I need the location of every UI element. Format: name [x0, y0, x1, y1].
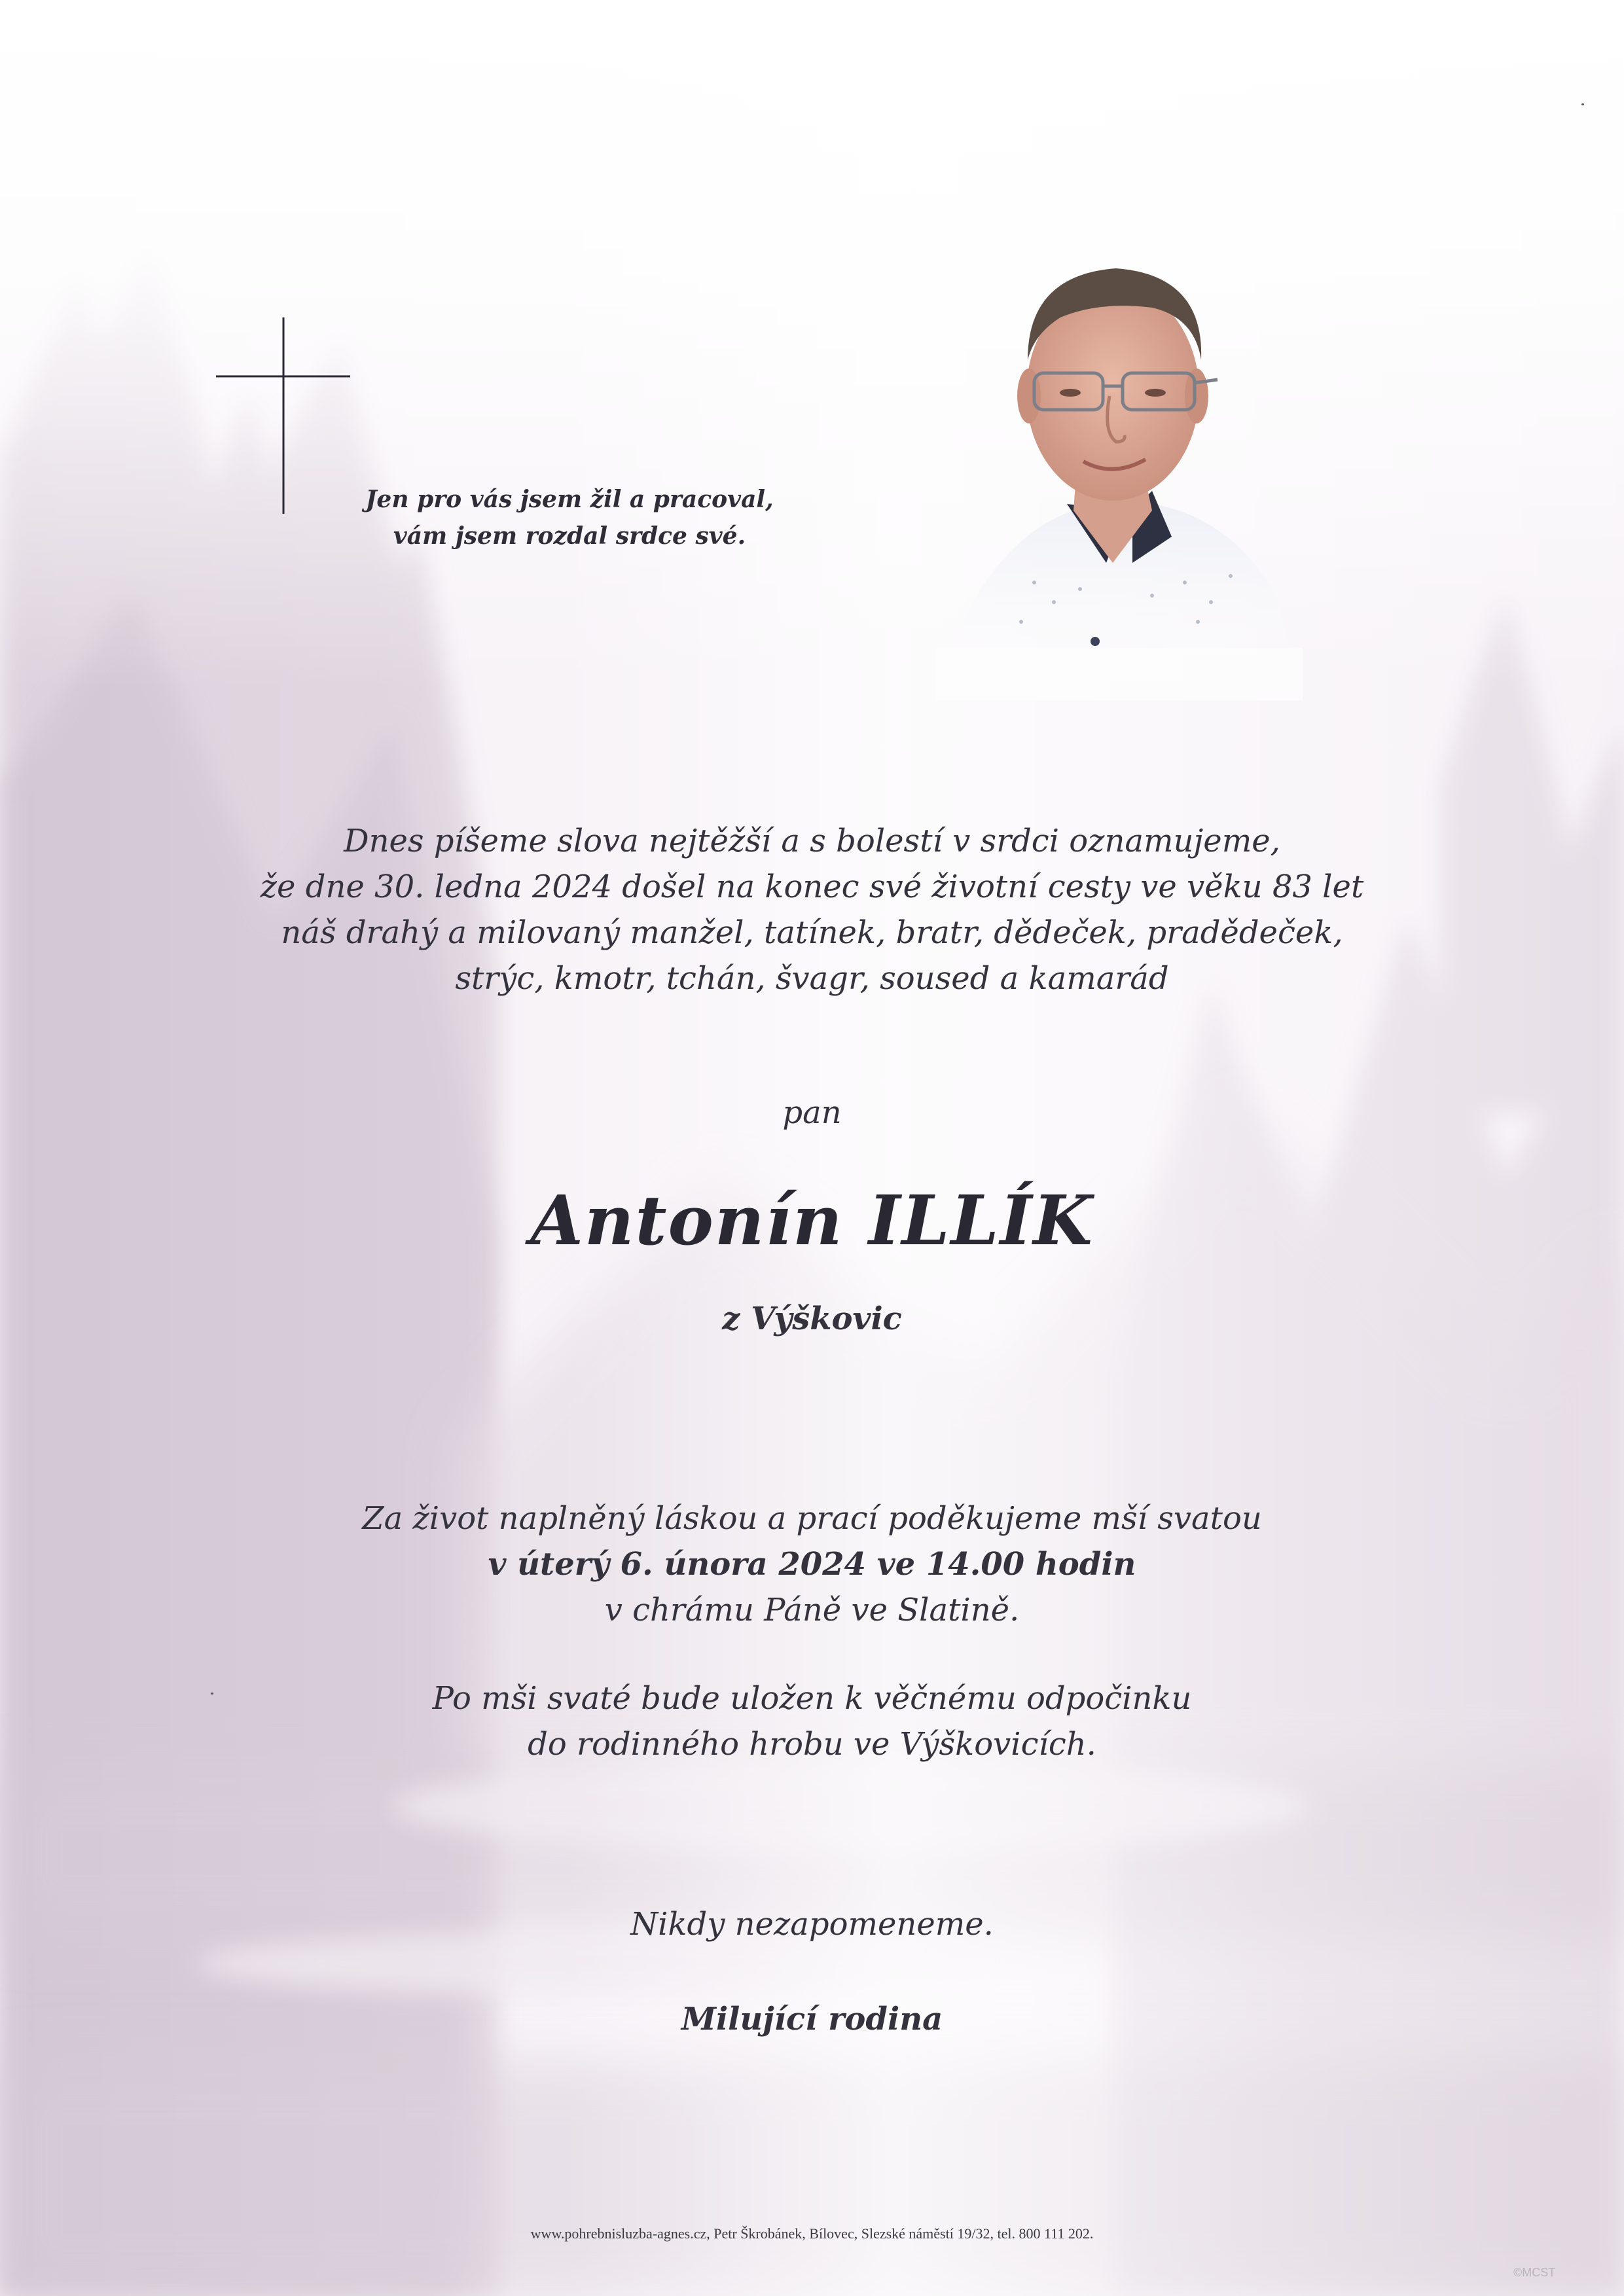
intro-line-4: strýc, kmotr, tchán, švagr, soused a kamarád — [455, 960, 1169, 997]
intro-line-3: náš drahý a milovaný manžel, tatínek, bratr, dědeček, pradědeček, — [281, 914, 1343, 951]
deceased-name: Antonín ILLÍK — [530, 1180, 1094, 1261]
intro-line-2: že dne 30. ledna 2024 došel na konec své životní cesty ve věku 83 let — [260, 869, 1364, 905]
intro-line-1: Dnes píšeme slova nejtěžší a s bolestí v srdci oznamujeme, — [344, 823, 1280, 859]
origin: z Výškovic — [722, 1300, 902, 1337]
salutation: pan — [782, 1094, 842, 1131]
scan-speck — [1581, 103, 1584, 105]
burial-announcement — [0, 1676, 1624, 1767]
burial-line-1: Po mši svaté bude uložen k věčnému odpočinku — [432, 1680, 1192, 1717]
motto-line-2: vám jsem rozdal srdce své. — [393, 522, 746, 550]
cross-icon — [216, 317, 353, 514]
mass-place: v chrámu Páně ve Slatině. — [604, 1592, 1020, 1628]
funeral-service-footer: www.pohrebnisluzba-agnes.cz, Petr Škrobánek, Bílovec, Slezské náměstí 19/32, tel. 800 111 202. — [530, 2225, 1094, 2242]
portrait-photo — [936, 255, 1303, 700]
burial-line-2: do rodinného hrobu ve Výškovicích. — [528, 1726, 1096, 1763]
closing-line: Nikdy nezapomeneme. — [630, 1906, 994, 1943]
motto — [340, 481, 799, 554]
mass-line-1: Za život naplněný láskou a prací poděkujeme mší svatou — [362, 1500, 1262, 1537]
intro-paragraph — [0, 818, 1624, 1001]
watermark: ©MCST — [1513, 2266, 1556, 2279]
motto-line-1: Jen pro vás jsem žil a pracoval, — [365, 486, 774, 513]
mass-announcement — [0, 1496, 1624, 1633]
mass-date-time: v úterý 6. února 2024 ve 14.00 hodin — [488, 1546, 1136, 1583]
signature: Milující rodina — [681, 2001, 943, 2037]
scan-speck — [211, 1693, 213, 1695]
